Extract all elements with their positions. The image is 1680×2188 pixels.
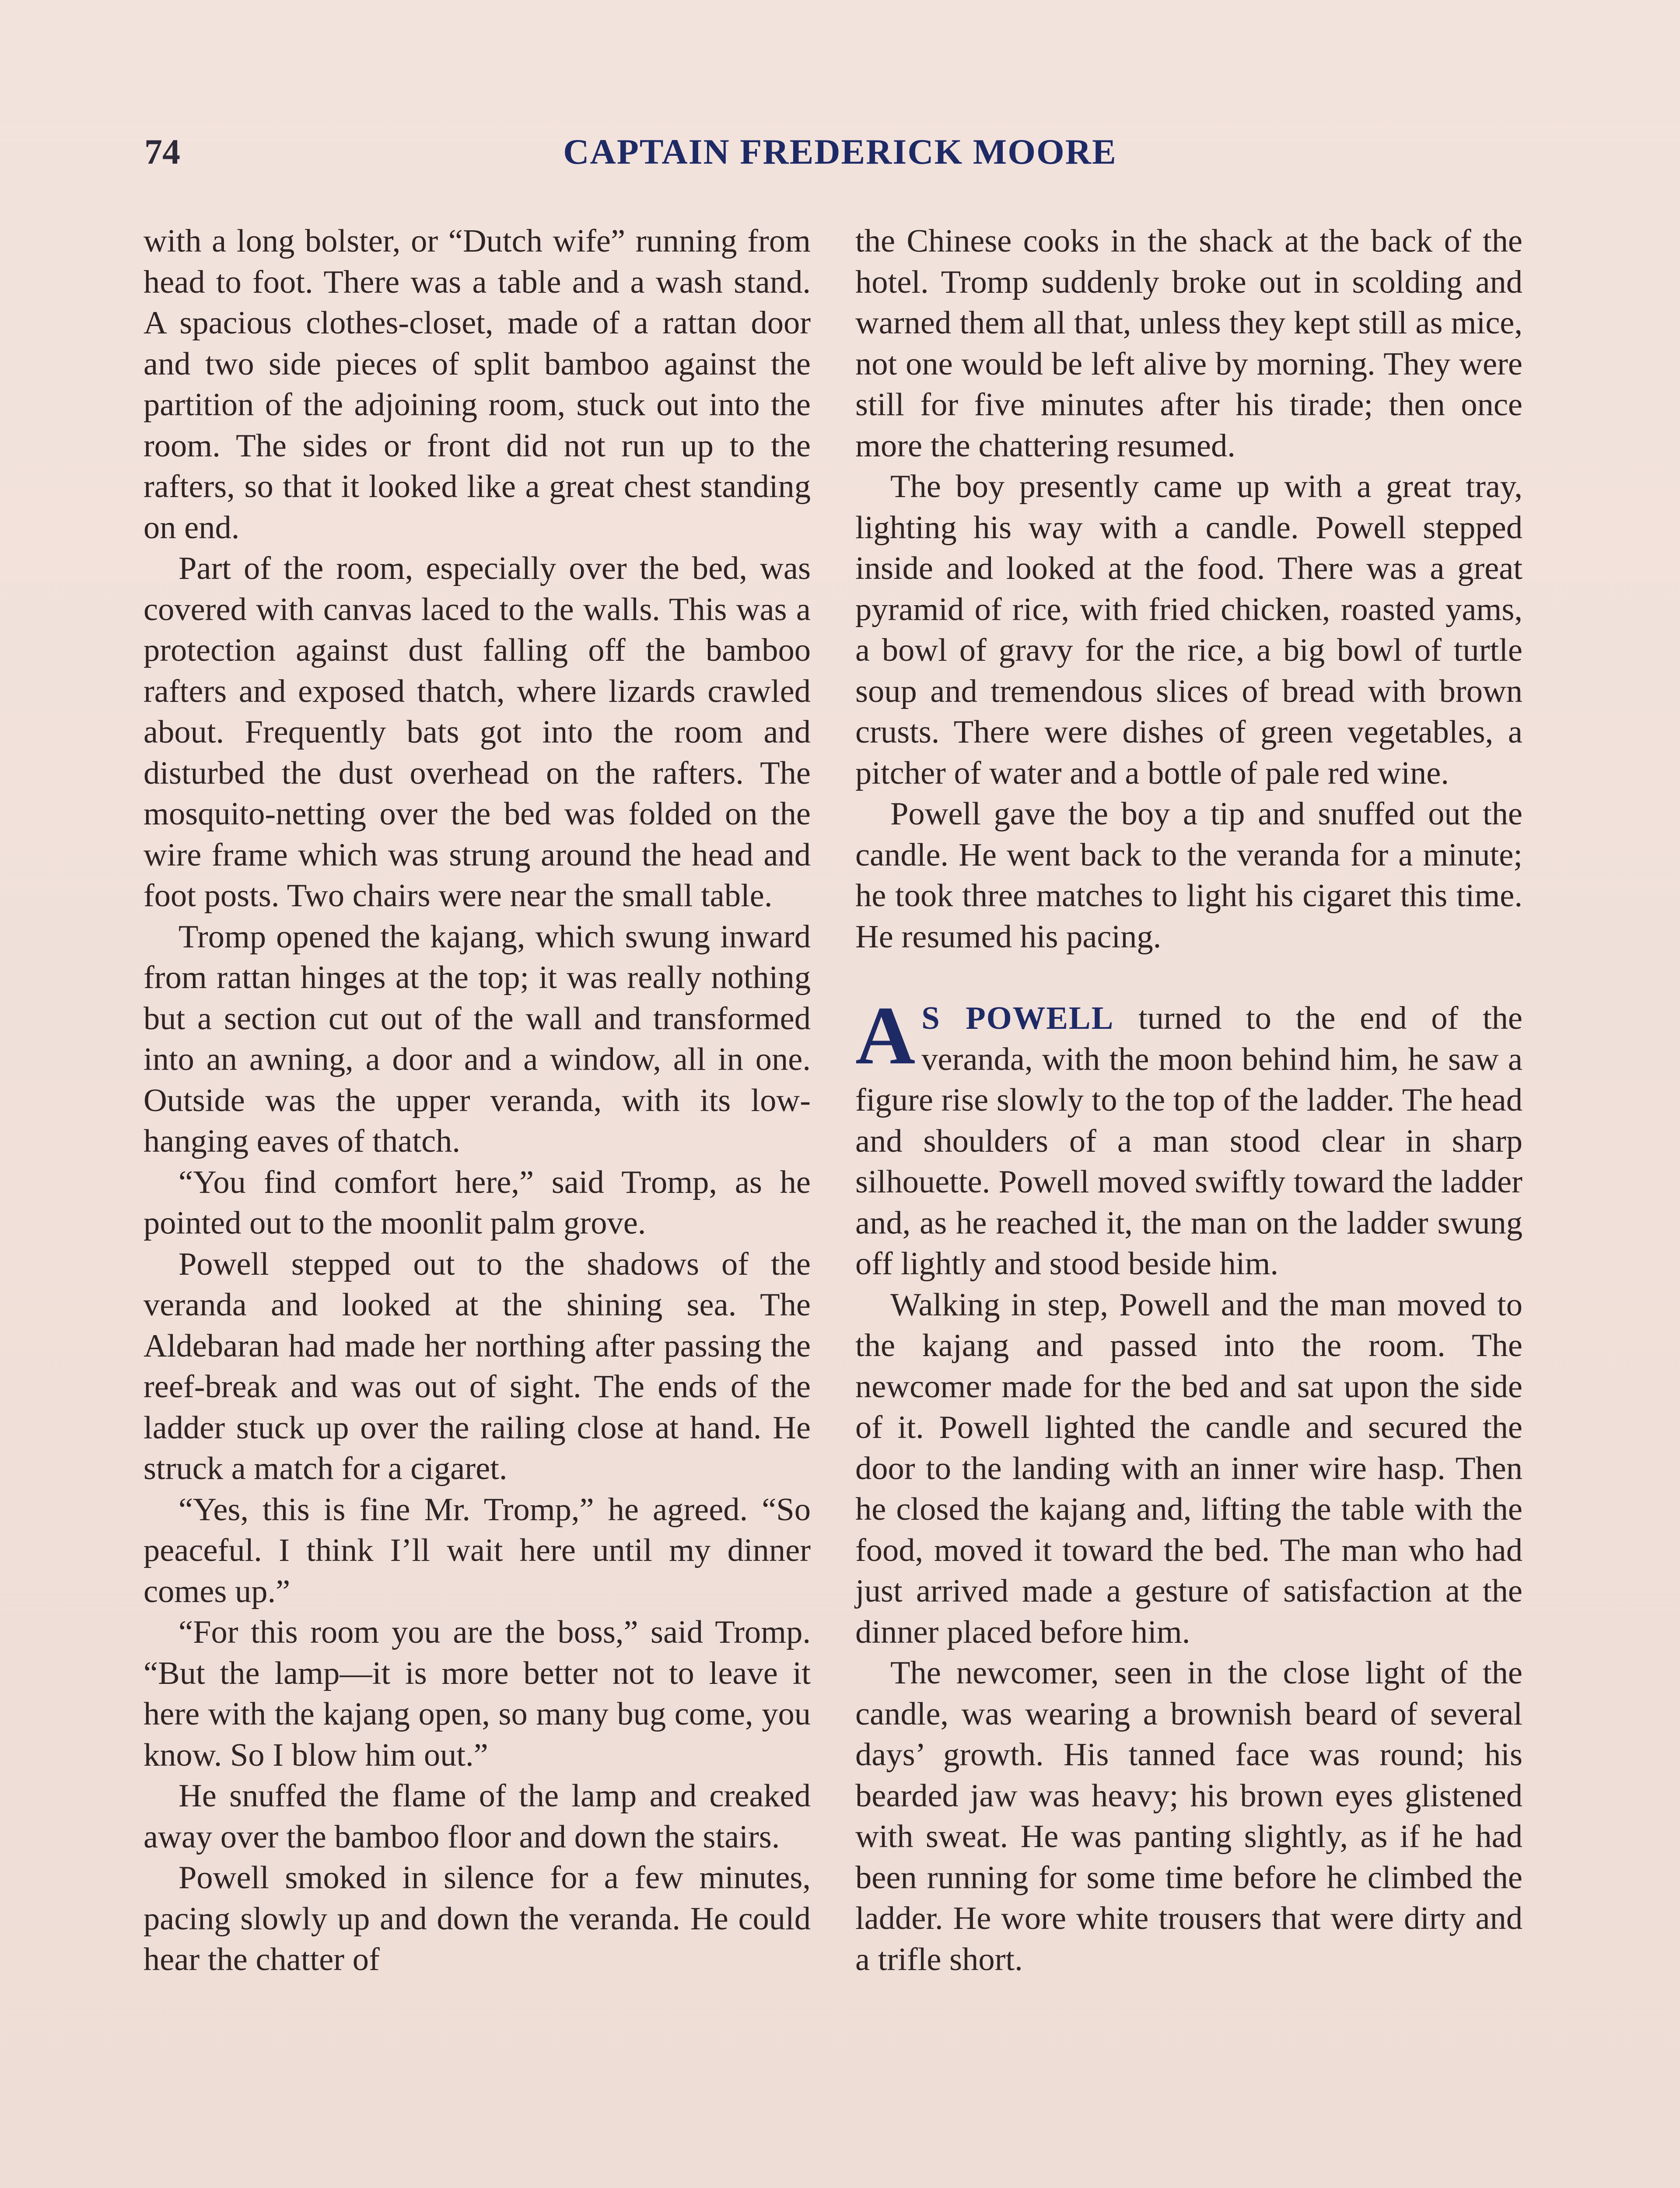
drop-cap: A	[855, 990, 916, 1082]
paragraph: Powell stepped out to the shadows of the veranda and looked at the shining sea. The Aldebaran had made her northing after passing the reef-break and was out of sight. The ends of the ladder stuck up over the railing close at hand. He struck a match for a cigaret.	[144, 1246, 811, 1487]
paragraph: the Chinese cooks in the shack at the back of the hotel. Tromp suddenly broke out in scolding and warned them all that, unless they kept still as mice, not one would be left alive by morning. They were still for five minutes after his tirade; then once more the chattering resumed.	[855, 223, 1522, 464]
paragraph: “Yes, this is fine Mr. Tromp,” he agreed. “So peaceful. I think I’ll wait here until my dinner comes up.”	[144, 1491, 811, 1609]
left-column	[144, 221, 811, 1981]
section-break	[855, 957, 1522, 998]
section-opening-paragraph	[855, 990, 1522, 1285]
paragraph: “You find comfort here,” said Tromp, as he pointed out to the moonlit palm grove.	[144, 1164, 811, 1241]
paragraph: Powell smoked in silence for a few minutes, pacing slowly up and down the veranda. He could hear the chatter of	[144, 1860, 811, 1978]
paragraph: He snuffed the flame of the lamp and creaked away over the bamboo floor and down the stairs.	[144, 1778, 811, 1855]
paragraph: with a long bolster, or “Dutch wife” running from head to foot. There was a table and a wash stand. A spacious clothes-closet, made of a rattan door and two side pieces of split bamboo against the partition of the adjoining room, stuck out into the room. The sides or front did not run up to the rafters, so that it looked like a great chest standing on end.	[144, 223, 811, 546]
running-head: CAPTAIN FREDERICK MOORE	[563, 132, 1117, 172]
paragraph: “For this room you are the boss,” said Tromp. “But the lamp—it is more better not to leave it here with the kajang open, so many bug come, you know. So I blow him out.”	[144, 1614, 811, 1773]
paragraph: Walking in step, Powell and the man moved to the kajang and passed into the room. The newcomer made for the bed and sat upon the side of it. Powell lighted the candle and secured the door to the landing with an inner wire hasp. Then he closed the kajang and, lifting the table with the food, moved it toward the bed. The man who had just arrived made a gesture of satisfaction at the dinner placed before him.	[855, 1287, 1522, 1650]
paragraph: The boy presently came up with a great tray, lighting his way with a candle. Powell stepped inside and looked at the food. There was a great pyramid of rice, with fried chicken, roasted yams, a bowl of gravy for the rice, a big bowl of turtle soup and tremendous slices of bread with brown crusts. There were dishes of green vegetables, a pitcher of water and a bottle of pale red wine.	[855, 469, 1522, 791]
right-column	[855, 221, 1522, 1980]
paragraph: Part of the room, especially over the bed, was covered with canvas laced to the walls. This was a protection against dust falling off the bamboo rafters and exposed thatch, where lizards crawled about. Frequently bats got into the room and disturbed the dust overhead on the rafters. The mosquito-netting over the bed was folded on the wire frame which was strung around the head and foot posts. Two chairs were near the small table.	[144, 551, 811, 914]
paragraph: Tromp opened the kajang, which swung inward from rattan hinges at the top; it was really nothing but a section cut out of the wall and transformed into an awning, a door and a window, all in one. Outside was the upper veranda, with its low-hanging eaves of thatch.	[144, 919, 811, 1159]
paragraph: The newcomer, seen in the close light of the candle, was wearing a brownish beard of several days’ growth. His tanned face was round; his bearded jaw was heavy; his brown eyes glistened with sweat. He was panting slightly, as if he had been running for some time before he climbed the ladder. He wore white trousers that were dirty and a trifle short.	[855, 1655, 1522, 1978]
paragraph-text: turned to the end of the veranda, with the moon behind him, he saw a figure rise slowly to the top of the ladder. The head and shoulders of a man stood clear in sharp silhouette. Powell moved swiftly toward the ladder and, as he reached it, the man on the ladder swung off lightly and stood beside him.	[855, 1000, 1522, 1282]
paragraph: Powell gave the boy a tip and snuffed out the candle. He went back to the veranda for a minute; he took three matches to light his cigaret this time. He resumed his pacing.	[855, 796, 1522, 955]
lead-in-caps: S POWELL	[921, 1000, 1114, 1036]
page-number: 74	[144, 132, 180, 172]
